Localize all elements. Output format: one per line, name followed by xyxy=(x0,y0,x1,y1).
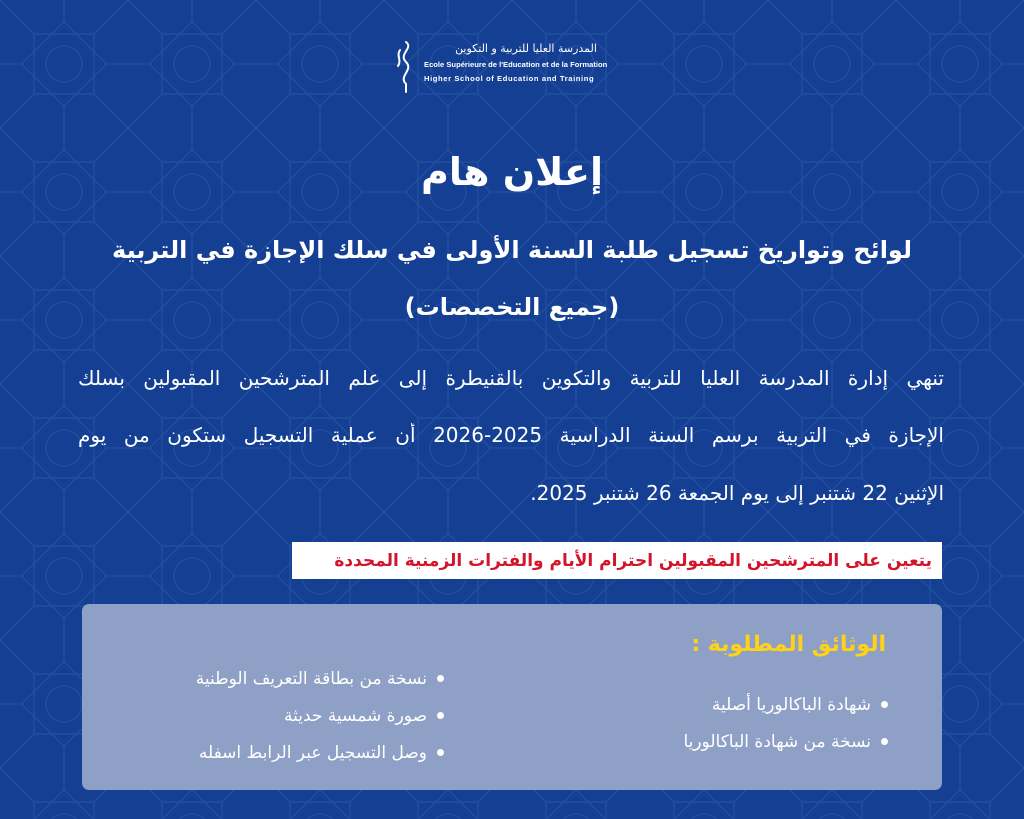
announcement-body-line: الإجازة في التربية برسم السنة الدراسية 2025-2026 أن عملية التسجيل ستكون من يوم xyxy=(78,423,944,447)
required-documents-title: الوثائق المطلوبة : xyxy=(691,632,886,657)
announcement-subtitle-specialties: (جميع التخصصات) xyxy=(404,293,620,321)
bullet-icon xyxy=(881,738,888,745)
announcement-body-line: الإثنين 22 شتنبر إلى يوم الجمعة 26 شتنبر 2025. xyxy=(530,481,944,505)
notice-text: يتعين على المترشحين المقبولين احترام الأيام والفترات الزمنية المحددة xyxy=(334,550,932,571)
school-logo-icon xyxy=(392,38,420,94)
list-item xyxy=(196,660,444,697)
notice-banner xyxy=(292,542,942,579)
bullet-icon xyxy=(437,675,444,682)
announcement-title: إعلان هام xyxy=(421,150,603,194)
required-documents-panel xyxy=(82,604,942,790)
announcement-subtitle: لوائح وتواريخ تسجيل طلبة السنة الأولى في سلك الإجازة في التربية xyxy=(112,236,912,264)
document-label: نسخة من بطاقة التعريف الوطنية xyxy=(195,668,427,689)
documents-list-left xyxy=(196,660,444,771)
bullet-icon xyxy=(881,701,888,708)
announcement-body-line: تنهي إدارة المدرسة العليا للتربية والتكوين بالقنيطرة إلى علم المترشحين المقبولين بسلك xyxy=(78,366,944,390)
bullet-icon xyxy=(437,712,444,719)
list-item xyxy=(196,697,444,734)
bullet-icon xyxy=(437,749,444,756)
logo-french-name: Ecole Supérieure de l'Education et de la Formation xyxy=(424,60,608,69)
logo-arabic-name: المدرسة العليا للتربية و التكوين xyxy=(455,42,597,55)
document-label: وصل التسجيل عبر الرابط اسفله xyxy=(198,742,427,763)
list-item xyxy=(196,734,444,771)
documents-list-right xyxy=(683,686,888,760)
document-label: صورة شمسية حديثة xyxy=(283,705,427,726)
document-label: شهادة الباكالوريا أصلية xyxy=(711,694,871,715)
list-item xyxy=(683,723,888,760)
document-label: نسخة من شهادة الباكالوريا xyxy=(683,731,871,752)
logo-english-name: Higher School of Education and Training xyxy=(424,74,595,83)
school-logo xyxy=(392,38,642,94)
list-item xyxy=(683,686,888,723)
